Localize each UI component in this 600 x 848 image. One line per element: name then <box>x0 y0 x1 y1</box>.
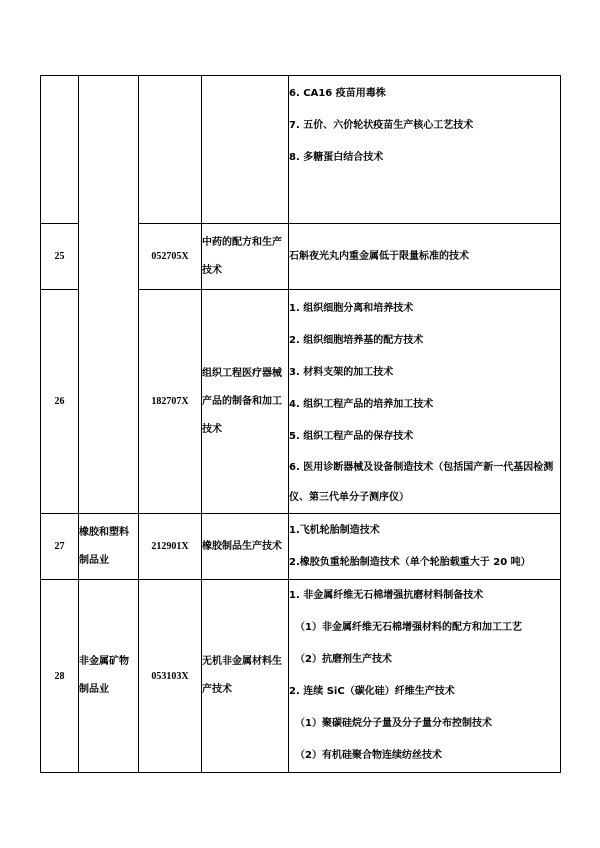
tech-item: 6. CA16 疫苗用毒株 <box>289 88 386 99</box>
row-number: 28 <box>41 580 79 773</box>
row-number: 27 <box>41 514 79 580</box>
tech-item: 8. 多糖蛋白结合技术 <box>289 152 384 163</box>
tech-subitem: （2）有机硅聚合物连续纺丝技术 <box>295 750 442 761</box>
tech-list-cell <box>289 514 561 580</box>
industry-cell: 橡胶和塑料制品业 <box>79 514 139 580</box>
tech-name-cell <box>202 76 289 224</box>
tech-name-cell: 中药的配方和生产技术 <box>202 224 289 290</box>
tech-item: 3. 材料支架的加工技术 <box>289 367 394 378</box>
code-cell: 182707X <box>139 290 202 514</box>
industry-cell: 非金属矿物制品业 <box>79 580 139 773</box>
tech-name-cell: 无机非金属材料生产技术 <box>202 580 289 773</box>
tech-item: 4. 组织工程产品的培养加工技术 <box>289 399 434 410</box>
tech-subitem: （2）抗磨剂生产技术 <box>295 654 392 665</box>
tech-item: 6. 医用诊断器械及设备制造技术（包括国产新一代基因检测仪、第三代单分子测序仪） <box>289 462 554 503</box>
tech-item: 5. 组织工程产品的保存技术 <box>289 431 414 442</box>
tech-item: 1. 组织细胞分离和培养技术 <box>289 303 414 314</box>
tech-item: 石斛夜光丸内重金属低于限量标准的技术 <box>289 250 469 262</box>
tech-list-cell <box>289 76 561 224</box>
table-row <box>41 580 561 773</box>
tech-item: 2.橡胶负重轮胎制造技术（单个轮胎载重大于 20 吨） <box>289 556 531 568</box>
tech-item: 1.飞机轮胎制造技术 <box>289 524 380 536</box>
tech-item: 2. 连续 SiC（碳化硅）纤维生产技术 <box>289 686 455 697</box>
tech-name-cell: 组织工程医疗器械产品的制备和加工技术 <box>202 290 289 514</box>
tech-name-cell: 橡胶制品生产技术 <box>202 514 289 580</box>
row-number: 26 <box>41 290 79 514</box>
tech-item: 2. 组织细胞培养基的配方技术 <box>289 335 424 346</box>
table-row <box>41 76 561 224</box>
tech-item: 7. 五价、六价轮状疫苗生产核心工艺技术 <box>289 120 474 131</box>
tech-subitem: （1）非金属纤维无石棉增强材料的配方和加工工艺 <box>295 622 522 633</box>
tech-list-cell <box>289 224 561 290</box>
tech-list-cell <box>289 580 561 773</box>
tech-item: 1. 非金属纤维无石棉增强抗磨材料制备技术 <box>289 590 484 601</box>
row-number: 25 <box>41 224 79 290</box>
tech-list-cell <box>289 290 561 514</box>
tech-subitem: （1）聚碳硅烷分子量及分子量分布控制技术 <box>295 718 492 729</box>
table-row <box>41 514 561 580</box>
row-number <box>41 76 79 224</box>
code-cell: 052705X <box>139 224 202 290</box>
code-cell <box>139 76 202 224</box>
technology-table <box>40 75 561 773</box>
industry-cell <box>79 76 139 514</box>
code-cell: 212901X <box>139 514 202 580</box>
code-cell: 053103X <box>139 580 202 773</box>
